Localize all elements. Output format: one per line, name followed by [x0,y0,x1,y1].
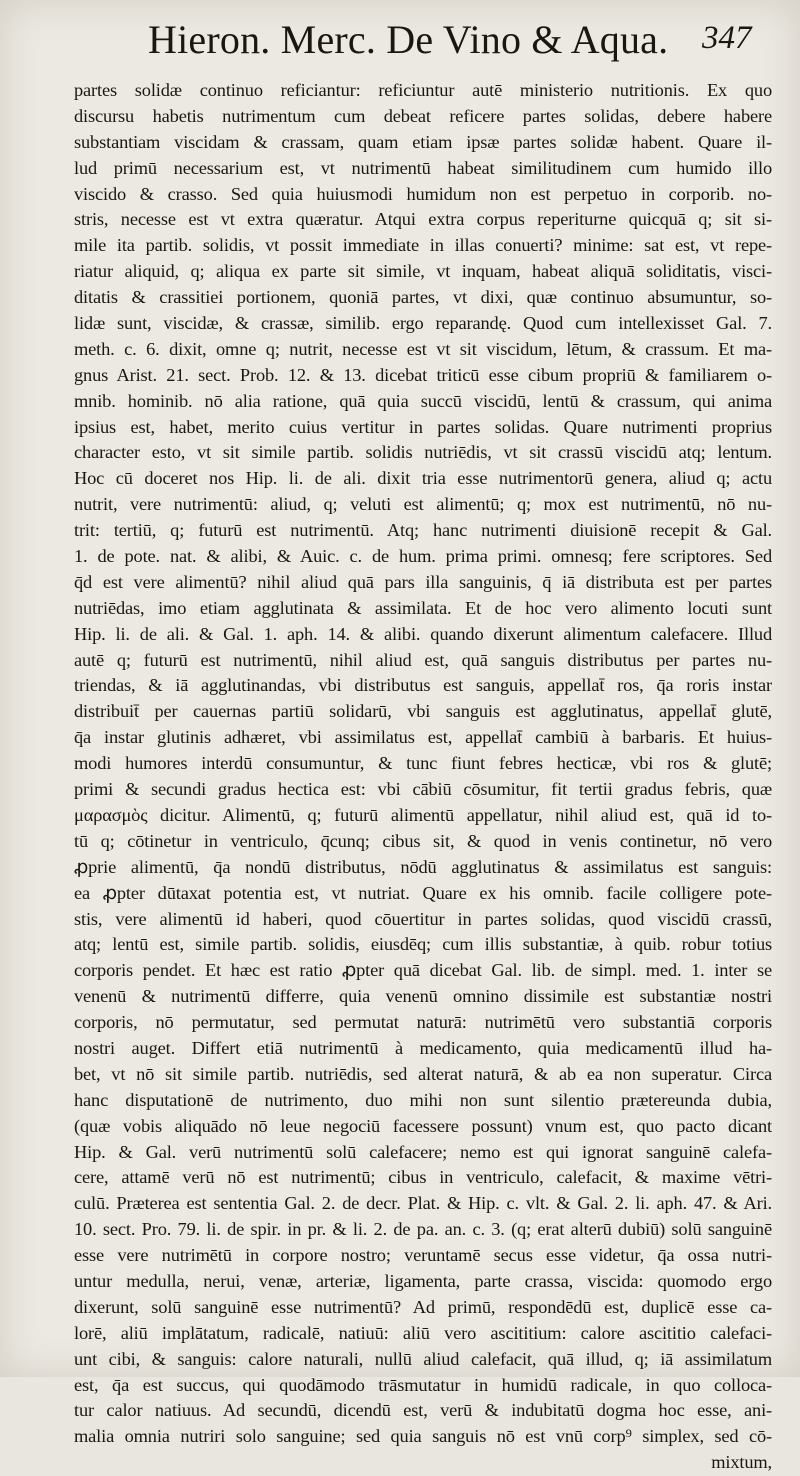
text-line: venenū & nutrimentū differre, quia venenū omnino dissimile est substantiæ nostri [74,986,772,1007]
text-line: (quæ vobis aliquādo nō leue negociū facessere possunt) vnum est, quo pacto dicant [74,1115,772,1136]
text-line: corporis, nō permutatur, sed permutat naturā: nutrimētū vero substantiā corporis [74,1012,772,1033]
text-line: stris, necesse est vt extra quæratur. Atqui extra corpus reperiturne quicquā q; sit si- [74,209,772,230]
page-number: 347 [702,20,752,56]
text-line: gnus Arist. 21. sect. Prob. 12. & 13. dicebat triticū esse cibum propriū & familiarem o- [74,364,772,385]
text-line: corporis pendet. Et hæc est ratio ꝓpter quā dicebat Gal. lib. de simpl. med. 1. inter se [74,960,772,981]
text-line: ipsius est, habet, merito cuius vertitur in partes solidas. Quare nutrimenti proprius [74,416,772,437]
text-line: est, q̄a est succus, qui quodāmodo trāsmutatur in humidū radicale, in quo colloca- [74,1374,772,1395]
running-head [0,16,800,80]
text-line: stis, vere alimentū id haberi, quod cōuertitur in partes solidas, quod viscidū crassū, [74,908,772,929]
text-line: Hip. & Gal. verū nutrimentū solū calefacere; nemo est qui ignorat sanguinē calefa- [74,1141,772,1162]
text-line: nutrit, vere nutrimentū: aliud, q; veluti est alimentū; q; mox est nutrimentū, nō nu- [74,494,772,515]
text-line: lidæ sunt, viscidæ, & crassæ, similib. ergo reparandę. Quod cum intellexisset Gal. 7. [74,313,772,334]
text-line: autē q; futurū est nutrimentū, nihil aliud est, quā sanguis distributus per partes nu- [74,649,772,670]
text-line: ꝓprie alimentū, q̄a nondū distributus, nōdū agglutinatus & assimilatus est sanguis: [74,856,772,877]
text-line: q̄d est vere alimentū? nihil aliud quā pars illa sanguinis, q̄ iā distributa est per partes [74,571,772,592]
body-text [74,78,772,1476]
text-line: atq; lentū est, simile partib. solidis, eiusdēq; cum illis substantiæ, à quib. robur totius [74,934,772,955]
text-line: mixtum, [711,1452,772,1473]
text-line: untur medulla, nerui, venæ, arteriæ, ligamenta, parte crassa, viscida: quomodo ergo [74,1270,772,1291]
text-line: bet, vt nō sit simile partib. nutriēdis, sed alterat naturā, & ab ea non superatur. Circa [74,1063,772,1084]
text-line: culū. Præterea est sententia Gal. 2. de decr. Plat. & Hip. c. vlt. & Gal. 2. li. aph. 47. & Ari. [74,1193,772,1214]
text-line: partes solidæ continuo reficiantur: reficiuntur autē ministerio nutritionis. Ex quo [74,80,772,100]
text-line: character esto, vt sit simile partib. solidis nutriēdis, vt sit crassū viscidū atq; lentum. [74,442,772,463]
text-line: nostri auget. Differt etiā nutrimentū à medicamento, quia medicamentū illud ha- [74,1037,772,1058]
text-line: ditatis & crassitiei portionem, quoniā partes, vt dixi, quæ continuo absumuntur, so- [74,287,772,308]
text-line: primi & secundi gradus hectica est: vbi cābiū cōsumitur, fit tertii gradus febris, quæ [74,779,772,800]
text-line: tur calor natiuus. Ad secundū, dicendū est, verū & indubitatū dogma hoc esse, ani- [74,1400,772,1421]
text-line: hanc disputationē de nutrimento, duo mihi non sunt silentio prætereunda dubia, [74,1089,772,1110]
text-line: triendas, & iā agglutinandas, vbi distributus est sanguis, appellat̄ ros, q̄a roris instar [74,675,772,696]
text-line: mnib. hominib. nō alia ratione, quā quia succū viscidū, lentū & crassum, qui anima [74,390,772,411]
text-line: substantiam viscidam & crassam, quam etiam ipsæ partes solidæ habent. Quare il- [74,131,772,152]
text-line: discursu habetis nutrimentum cum debeat reficere partes solidas, debere habere [74,105,772,126]
text-line: riatur aliquid, q; aliqua ex parte sit simile, vt inquam, habeat aliquā soliditatis, visci- [74,261,772,282]
text-line: modi humores interdū consumuntur, & tunc fiunt febres hecticæ, vbi ros & glutē; [74,753,772,774]
text-line: mile ita partib. solidis, vt possit immediate in illas conuerti? minime: sat est, vt repe- [74,235,772,256]
text-line: q̄a instar glutinis adhæret, vbi assimilatus est, appellat̄ cambiū à barbaris. Et huius- [74,727,772,748]
running-title: Hieron. Merc. De Vino & Aqua. [148,17,669,62]
text-line: Hoc cū doceret nos Hip. li. de ali. dixit tria esse nutrimentorū genera, aliud q; actu [74,468,772,489]
text-line: dixerunt, solū sanguinē esse nutrimentū? Ad primū, respondēdū est, duplicē esse ca- [74,1296,772,1317]
text-line: lud primū necessarium est, vt nutrimentū habeat similitudinem cum humido illo [74,157,772,178]
text-line: 1. de pote. nat. & alibi, & Auic. c. de hum. prima primi. omnesq; fere scriptores. Sed [74,546,772,567]
text-line: Hip. li. de ali. & Gal. 1. aph. 14. & alibi. quando dixerunt alimentum calefacere. Illud [74,623,772,644]
text-line: μαρασμὸς dicitur. Alimentū, q; futurū alimentū appellatur, nihil aliud est, quā id to- [74,804,772,825]
text-line: malia omnia nutriri solo sanguine; sed quia sanguis nō est vnū corp⁹ simplex, sed cō- [74,1426,772,1447]
text-line: nutriēdas, imo etiam agglutinata & assimilata. Et de hoc vero alimento locuti sunt [74,597,772,618]
text-line: lorē, aliū implātatum, radicalē, natiuū: aliū vero ascititium: calore ascititio calefaci- [74,1322,772,1343]
text-line: 10. sect. Pro. 79. li. de spir. in pr. & li. 2. de pa. an. c. 3. (q; erat alterū dubiū) solū sanguinē [74,1219,772,1240]
text-line: trit: tertiū, q; futurū est nutrimentū. Atq; hanc nutrimenti diuisionē recepit & Gal. [74,520,772,541]
text-line: meth. c. 6. dixit, omne q; nutrit, necesse est vt sit viscidum, lētum, & crassum. Et ma- [74,338,772,359]
text-line: ea ꝓpter dūtaxat potentia est, vt nutriat. Quare ex his omnib. facile colligere pote- [74,882,772,903]
text-line: tū q; cōtinetur in ventriculo, q̄cunq; cibus sit, & quod in venis continetur, nō vero [74,830,772,851]
text-line: distribuit̄ per cauernas partiū solidarū, vbi sanguis est agglutinatus, appellat̄ glutē, [74,701,772,722]
text-line: cere, attamē verū nō est nutrimentū; cibus in ventriculo, calefacit, & maxime vētri- [74,1167,772,1188]
text-line: viscido & crasso. Sed quia huiusmodi humidum non est perpetuo in corporib. no- [74,183,772,204]
text-line: esse vere nutrimētū in corpore nostro; veruntamē secus esse videtur, q̄a ossa nutri- [74,1245,772,1266]
text-line: unt cibi, & sanguis: calore naturali, nullū aliud calefacit, quā illud, q; iā assimilatum [74,1348,772,1369]
